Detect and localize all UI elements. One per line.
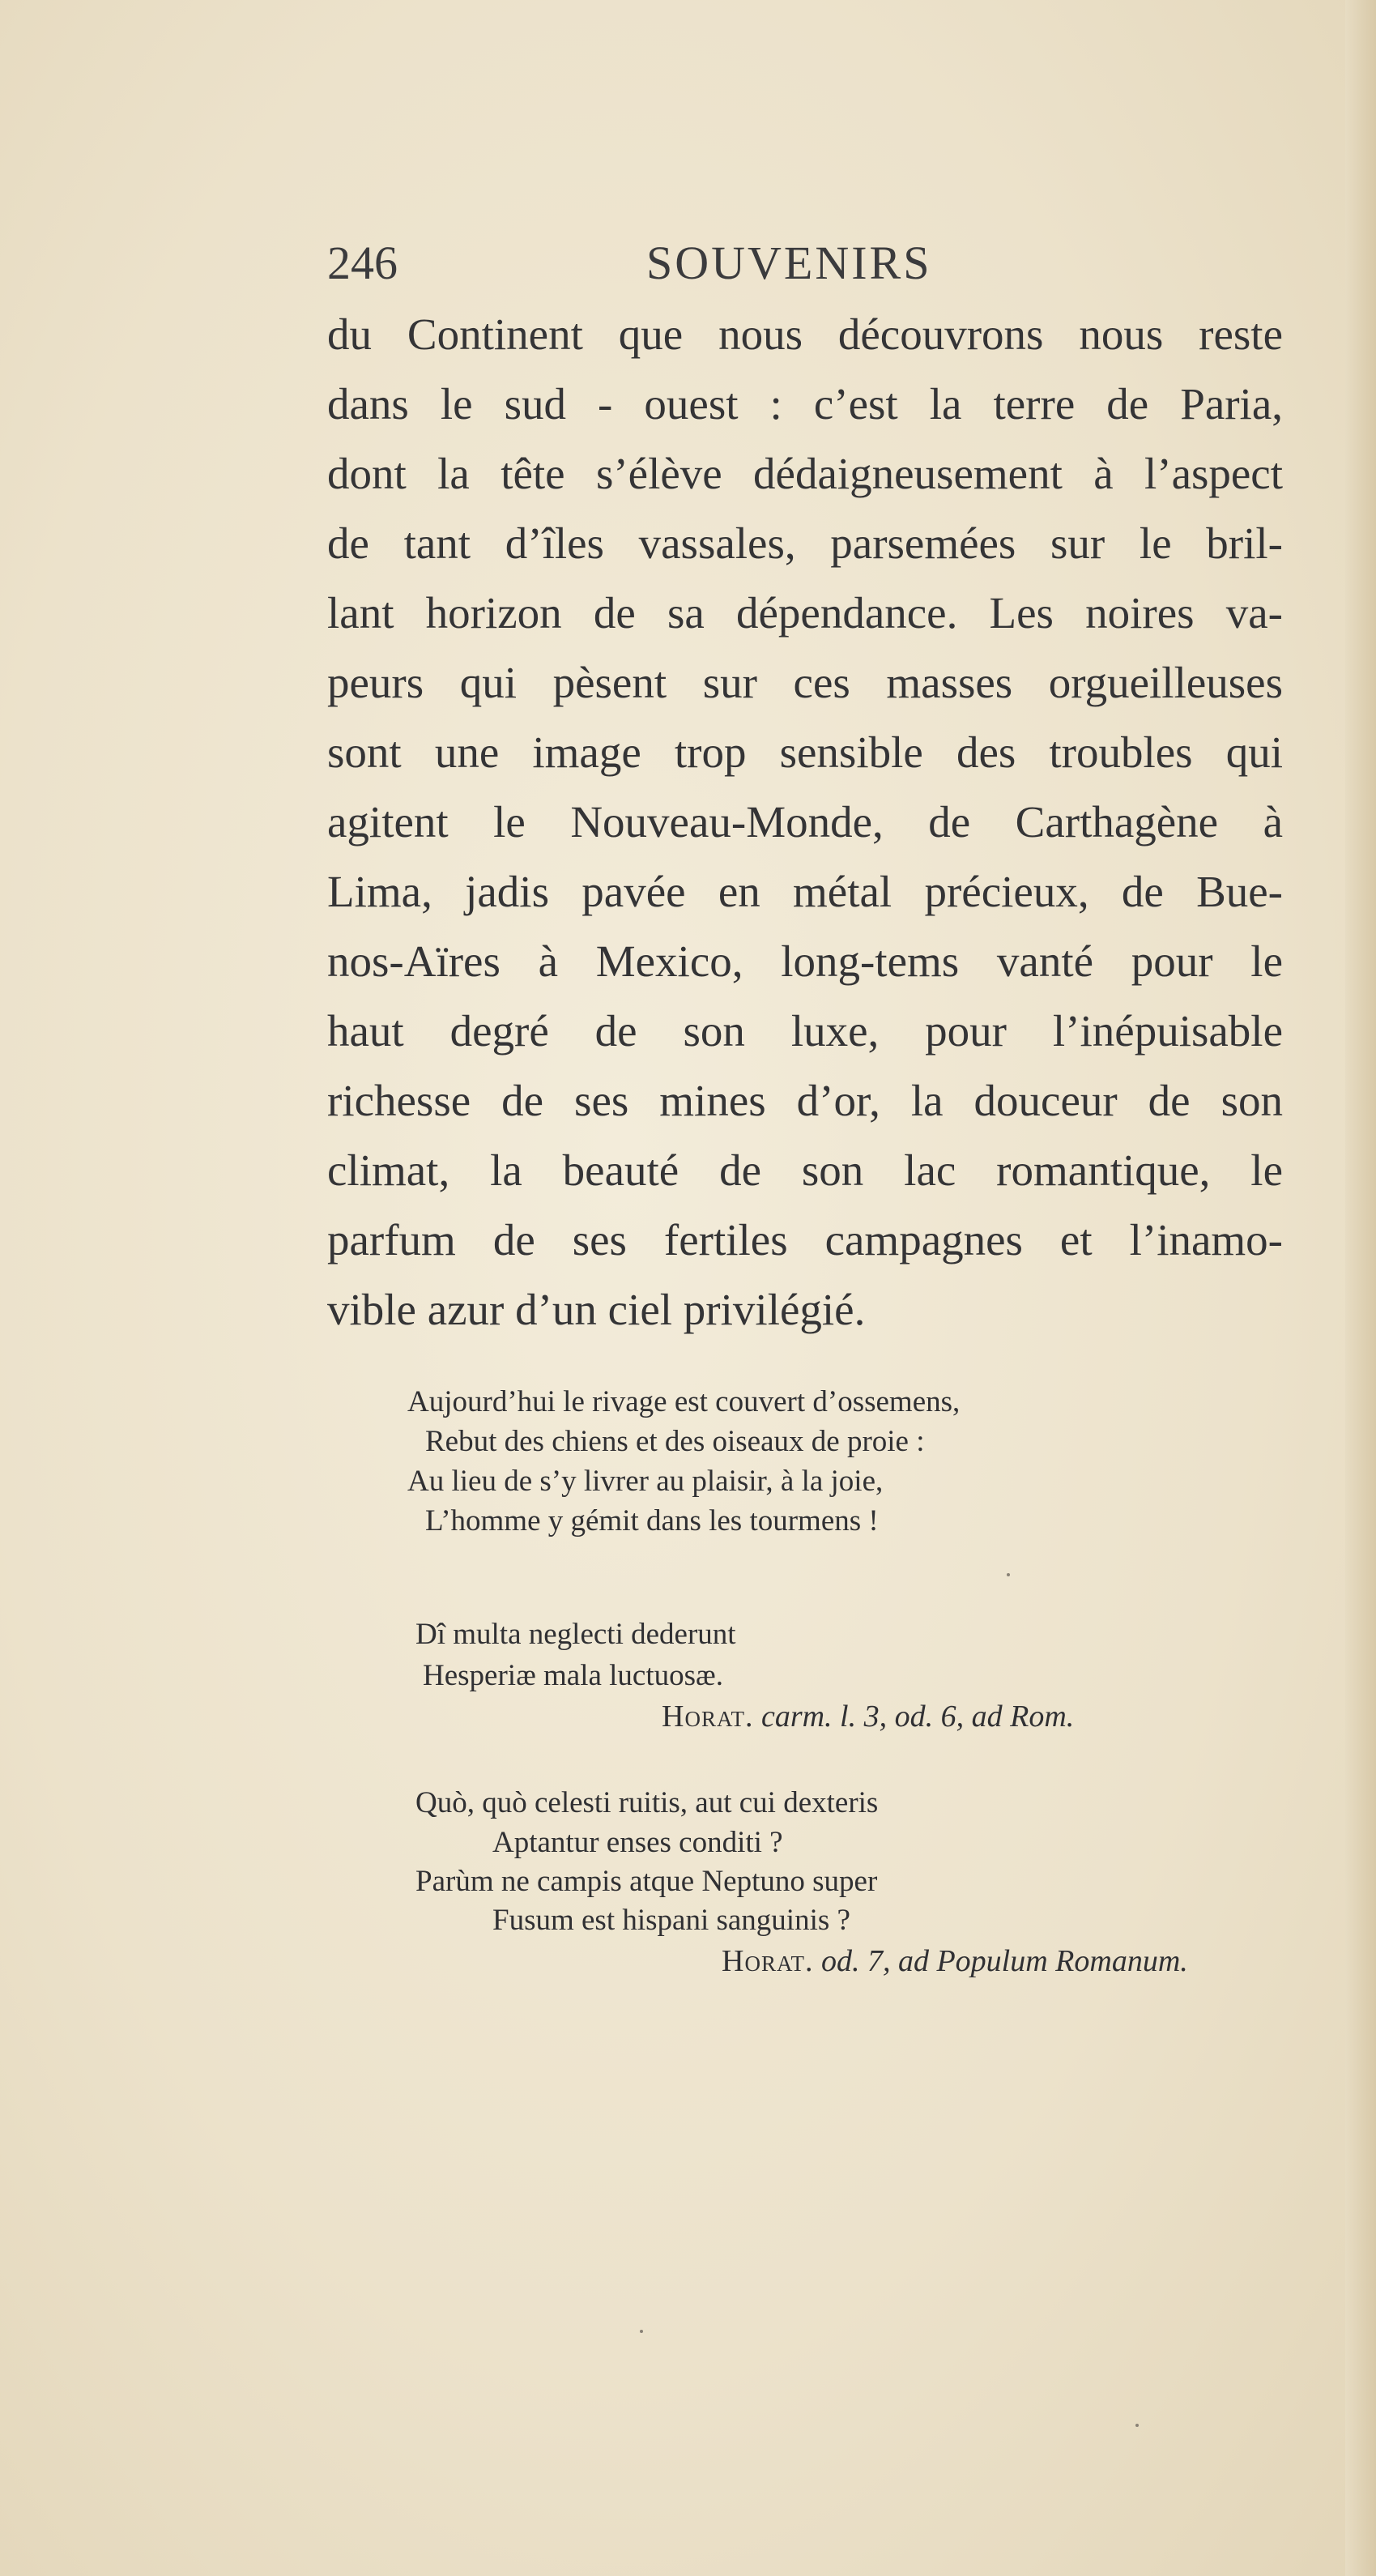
latin-quote-line: Fusum est hispani sanguinis ? [492, 1904, 850, 1937]
running-head: SOUVENIRS [646, 237, 932, 289]
latin-quote-line: Aptantur enses conditi ? [492, 1826, 783, 1859]
citation-author: Horat. [662, 1700, 754, 1734]
citation-reference: od. 7, ad Populum Romanum. [820, 1944, 1188, 1978]
paper-speck [1007, 1573, 1010, 1576]
prose-line: agitent le Nouveau-Monde, de Carthagène à [327, 797, 1283, 847]
quote-citation [722, 1941, 1188, 1981]
prose-line: peurs qui pèsent sur ces masses orgueilleuses [327, 658, 1283, 707]
citation-reference: carm. l. 3, od. 6, ad Rom. [760, 1700, 1075, 1734]
prose-line: dont la tête s’élève dédaigneusement à l’aspect [327, 449, 1283, 498]
prose-line: Lima, jadis pavée en métal précieux, de Bue- [327, 867, 1283, 916]
prose-line: lant horizon de sa dépendance. Les noires va- [327, 588, 1283, 638]
prose-line: du Continent que nous découvrons nous reste [327, 309, 1283, 359]
prose-line: de tant d’îles vassales, parsemées sur le bril- [327, 518, 1283, 568]
verse-line: Rebut des chiens et des oiseaux de proie : [425, 1425, 925, 1458]
prose-line-last: vible azur d’un ciel privilégié. [327, 1285, 866, 1334]
paper-speck [640, 2330, 643, 2333]
prose-line: climat, la beauté de son lac romantique, le [327, 1145, 1283, 1195]
quote-citation [662, 1696, 1074, 1737]
latin-quote-line: Quò, quò celesti ruitis, aut cui dexteris [415, 1786, 879, 1819]
prose-line: richesse de ses mines d’or, la douceur de son [327, 1076, 1283, 1125]
page-number: 246 [327, 237, 398, 289]
prose-line: nos-Aïres à Mexico, long-tems vanté pour le [327, 936, 1283, 986]
page-header [327, 227, 1072, 300]
prose-paragraph [327, 300, 1283, 1345]
citation-author: Horat. [722, 1944, 814, 1978]
prose-line: dans le sud - ouest : c’est la terre de Paria, [327, 379, 1283, 429]
latin-quote-line: Parùm ne campis atque Neptuno super [415, 1865, 878, 1898]
latin-quote-line: Hesperiæ mala luctuosæ. [423, 1659, 723, 1692]
prose-line: parfum de ses fertiles campagnes et l’inamo- [327, 1215, 1283, 1265]
prose-line: sont une image trop sensible des troubles qui [327, 727, 1283, 777]
latin-quote-line: Dî multa neglecti dederunt [415, 1618, 736, 1651]
verse-line: L’homme y gémit dans les tourmens ! [425, 1504, 879, 1537]
paper-speck [1135, 2424, 1139, 2427]
prose-line: haut degré de son luxe, pour l’inépuisable [327, 1006, 1283, 1056]
verse-line: Au lieu de s’y livrer au plaisir, à la joie, [407, 1465, 884, 1498]
verse-line: Aujourd’hui le rivage est couvert d’ossemens, [407, 1385, 961, 1418]
page-edge [1345, 0, 1376, 2576]
